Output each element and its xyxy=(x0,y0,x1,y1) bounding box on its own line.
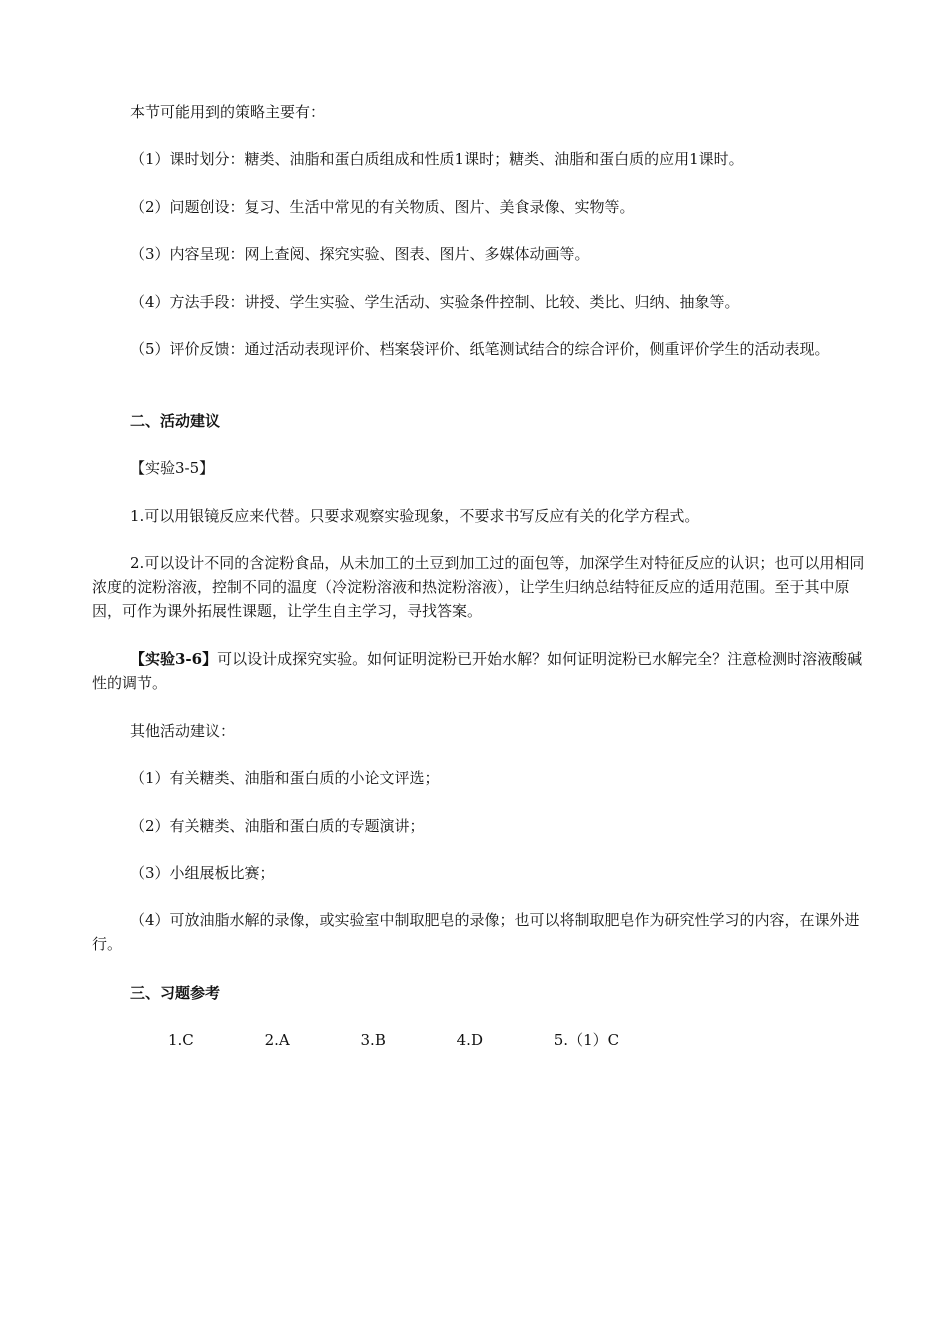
answer-4: 4.D xyxy=(456,1031,483,1049)
other-item-1: （1）有关糖类、油脂和蛋白质的小论文评选； xyxy=(130,769,440,787)
experiment-3-6-text: 可以设计成探究实验。如何证明淀粉已开始水解？如何证明淀粉已水解完全？注意检测时溶液酸碱性的调节。 xyxy=(92,650,863,692)
experiment-3-5-item-2: 2.可以设计不同的含淀粉食品，从未加工的土豆到加工过的面包等，加深学生对特征反应的认识；也可以用相同浓度的淀粉溶液，控制不同的温度（冷淀粉溶液和热淀粉溶液），让学生归纳总结特征反应的适用范围。至于其中原因，可作为课外拓展性课题，让学生自主学习，寻找答案。 xyxy=(92,554,865,620)
answer-5: 5.（1）C xyxy=(553,1031,620,1049)
strategy-item-3: （3）内容呈现：网上查阅、探究实验、图表、图片、多媒体动画等。 xyxy=(130,245,590,263)
experiment-3-5-item-1: 1.可以用银镜反应来代替。只要求观察实验现象，不要求书写反应有关的化学方程式。 xyxy=(130,507,700,525)
section-3-heading: 三、习题参考 xyxy=(130,984,221,1002)
experiment-3-5-title: 【实验3-5】 xyxy=(130,459,215,477)
strategy-item-4: （4）方法手段：讲授、学生实验、学生活动、实验条件控制、比较、类比、归纳、抽象等。 xyxy=(130,293,740,311)
other-item-2: （2）有关糖类、油脂和蛋白质的专题演讲； xyxy=(130,817,425,835)
other-item-4: （4）可放油脂水解的录像，或实验室中制取肥皂的录像；也可以将制取肥皂作为研究性学习的内容，在课外进行。 xyxy=(92,911,860,953)
section-2-heading: 二、活动建议 xyxy=(130,412,221,430)
experiment-3-6-title: 【实验3-6】 xyxy=(130,650,218,668)
strategy-item-5: （5）评价反馈：通过活动表现评价、档案袋评价、纸笔测试结合的综合评价，侧重评价学生的活动表现。 xyxy=(130,340,830,358)
intro-text: 本节可能用到的策略主要有： xyxy=(130,103,326,121)
answer-1: 1.C xyxy=(168,1031,194,1049)
answer-3: 3.B xyxy=(360,1031,386,1049)
strategy-item-1: （1）课时划分：糖类、油脂和蛋白质组成和性质1课时；糖类、油脂和蛋白质的应用1课时。 xyxy=(130,150,744,168)
strategy-item-2: （2）问题创设：复习、生活中常见的有关物质、图片、美食录像、实物等。 xyxy=(130,198,635,216)
experiment-3-6-paragraph xyxy=(92,647,868,695)
other-item-3: （3）小组展板比赛； xyxy=(130,864,275,882)
other-suggestions-intro: 其他活动建议： xyxy=(130,722,236,740)
answer-2: 2.A xyxy=(264,1031,290,1049)
answers-line xyxy=(92,1028,868,1052)
